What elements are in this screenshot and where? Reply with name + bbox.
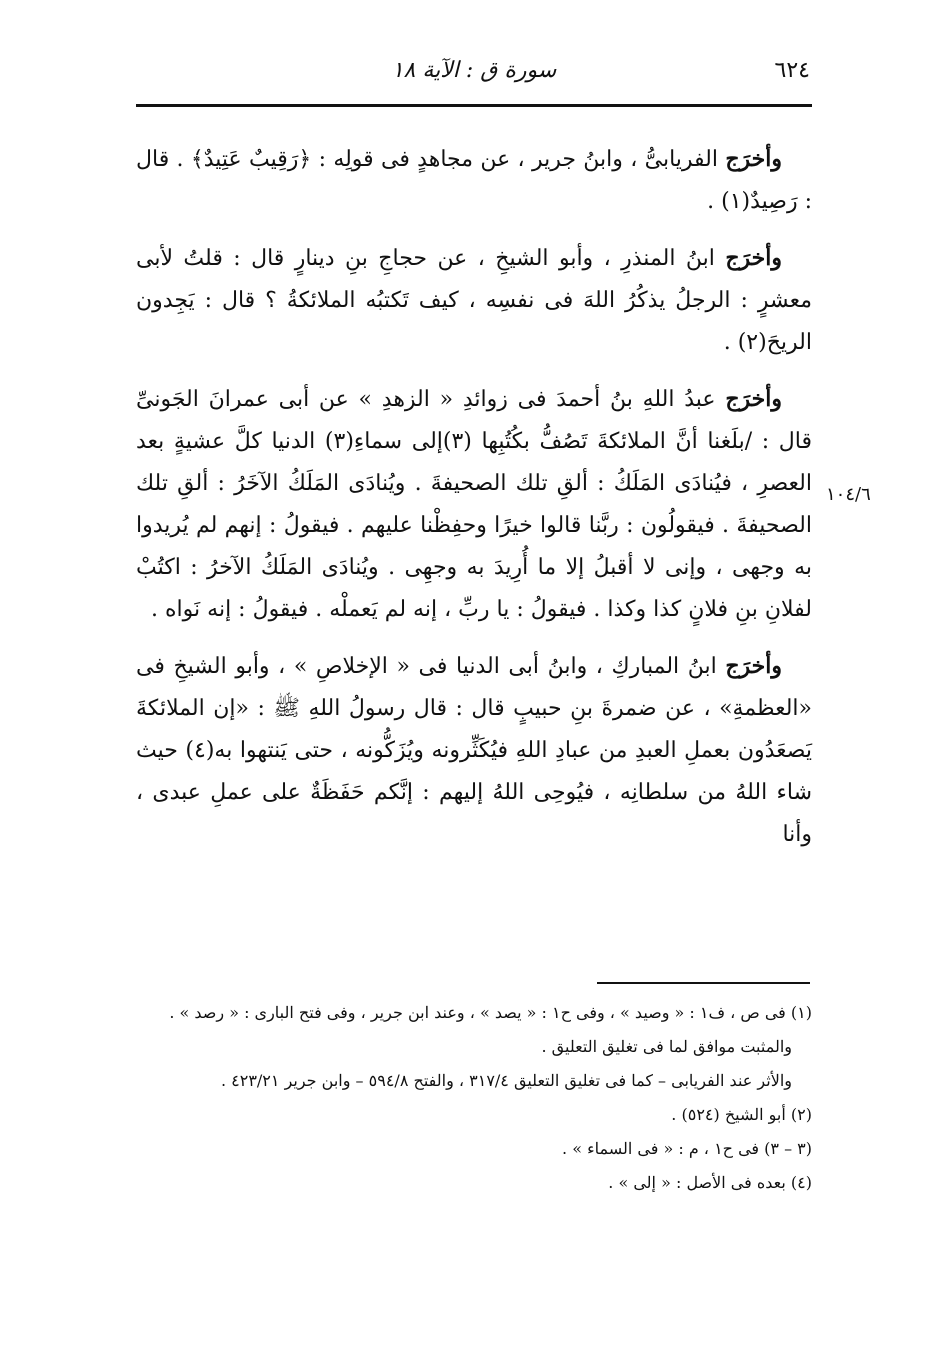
paragraph-3 [136, 378, 812, 631]
footnotes [136, 998, 812, 1202]
footnote-2: (٢) أبو الشيخ (٥٢٤) . [671, 1105, 812, 1124]
paragraph-4 [136, 645, 812, 856]
margin-reference: ١٠٤/٦ [826, 484, 871, 505]
footnote-rule [597, 982, 810, 984]
page-header [138, 52, 810, 98]
paragraph-text: ابنُ المباركِ ، وابنُ أبى الدنيا فى « الإخلاصِ » ، وأبو الشيخِ فى «العظمةِ» ، عن ضمرةَ بنِ حبيبٍ قال : قال رسولُ اللهِ ﷺ : «إن الملائكةَ يَصعَدُون بعملِ العبدِ من عبادِ اللهِ فيُكَثِّرونه ويُزَكُّونه ، حتى يَنتهوا به(٤) حيث شاء اللهُ من سلطانِه ، فيُوحِى اللهُ إليهم : إنَّكم حَفَظَةٌ على عملِ عبدى ، وأنا [136, 654, 812, 847]
footnote-3: (٣ – ٣) فى ح١ ، م : « فى السماء » . [562, 1139, 812, 1158]
paragraph-2 [136, 237, 812, 364]
paragraph-text: عبدُ اللهِ بنُ أحمدَ فى زوائدِ « الزهدِ » عن أبى عمرانَ الجَونىِّ قال : /بلَغنا أنَّ الملائكةَ تَصُفُّ بكُتُبِها (٣)إلى سماءِ(٣) الدنيا كلَّ عشيةٍ بعد العصرِ ، فيُنادَى المَلَكُ : ألقِ تلك الصحيفةَ . ويُنادَى المَلَكُ الآخَرُ : ألقِ تلك الصحيفةَ . فيقولُون : ربَّنا قالوا خيرًا وحفِظْنا عليهم . فيقولُ : إنهم لم يُريدوا به وجهى ، وإنى لا أقبلُ إلا ما أُرِيدَ به وجهِى . ويُنادَى المَلَكُ الآخرُ : اكتُبْ لفلانِ بنِ فلانٍ كذا وكذا . فيقولُ : يا ربِّ ، إنه لم يَعملْه . فيقولُ : إنه نَواه . [136, 387, 812, 622]
paragraph-1 [136, 138, 812, 223]
footnote-1-source: والأثر عند الفريابى – كما فى تغليق التعليق ٣١٧/٤ ، والفتح ٥٩٤/٨ – وابن جرير ٤٢٣/٢١ . [220, 1071, 792, 1090]
paragraph-lead: وأخرَج [725, 146, 782, 172]
running-title: سورة ق : الآية ١٨ [391, 58, 557, 83]
paragraph-text: ابنُ المنذرِ ، وأبو الشيخِ ، عن حجاجِ بنِ دينارٍ قال : قلتُ لأبى معشرٍ : الرجلُ يذكُرُ اللهَ فى نفسِه ، كيف تَكتبُه الملائكةُ ؟ قال : يَجِدون الريحَ(٢) . [136, 246, 812, 355]
main-text [136, 138, 812, 870]
footnote-1-continued: والمثبت موافق لما فى تغليق التعليق . [541, 1037, 792, 1056]
paragraph-text: الفريابىُّ ، وابنُ جرير ، عن مجاهدٍ فى قولِه : ﴿رَقِيبٌ عَتِيدٌ﴾ . قال : رَصِيدٌ(١) . [136, 147, 812, 214]
header-rule [136, 104, 812, 107]
paragraph-lead: وأخرَج [725, 653, 783, 679]
page-number: ٦٢٤ [774, 58, 810, 83]
paragraph-lead: وأخرَج [725, 245, 782, 271]
footnote-4: (٤) بعده فى الأصل : « إلى » . [608, 1173, 812, 1192]
footnote-1: (١) فى ص ، ف١ : « وصيد » ، وفى ح١ : « يصد » ، وعند ابن جرير ، وفى فتح البارى : « رصد » . [169, 1003, 812, 1022]
paragraph-lead: وأخرَج [725, 386, 782, 412]
